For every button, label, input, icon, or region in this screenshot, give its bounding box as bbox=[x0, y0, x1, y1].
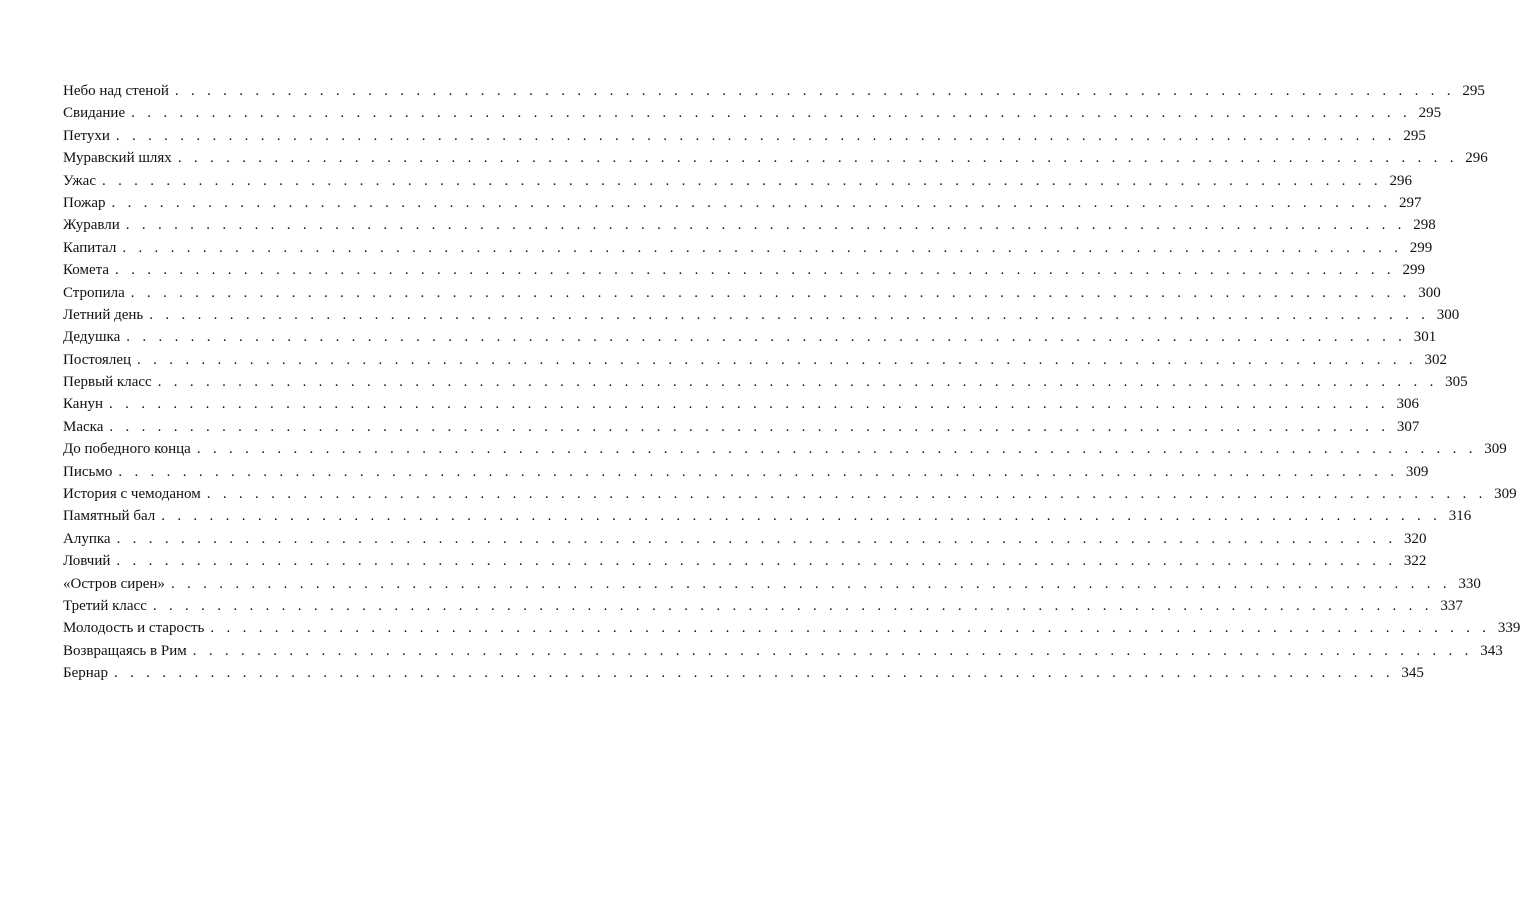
dot-leader: . . . . . . . . . . . . . . . . . . . . . . . . . . . . . . . . . . . . . . . . . . . . . . . . . . . . . . . . . . . . . . . . . . . . . . . . . . . . . . . . bbox=[111, 194, 1392, 211]
toc-entry-page-number: 302 bbox=[1424, 351, 1447, 368]
dot-leader: . . . . . . . . . . . . . . . . . . . . . . . . . . . . . . . . . . . . . . . . . . . . . . . . . . . . . . . . . . . . . . . . . . . . . . . . . . . . . . . . bbox=[161, 508, 1442, 525]
toc-entry bbox=[63, 127, 1426, 150]
dot-leader: . . . . . . . . . . . . . . . . . . . . . . . . . . . . . . . . . . . . . . . . . . . . . . . . . . . . . . . . . . . . . . . . . . . . . . . . . . . . . . . . bbox=[125, 217, 1406, 234]
dot-leader: . . . . . . . . . . . . . . . . . . . . . . . . . . . . . . . . . . . . . . . . . . . . . . . . . . . . . . . . . . . . . . . . . . . . . . . . . . . . . . . . bbox=[157, 374, 1438, 391]
toc-entry-page-number: 295 bbox=[1418, 105, 1442, 122]
toc-entry-title: Комета bbox=[63, 262, 110, 279]
toc-entry-title: Молодость и старость bbox=[63, 620, 205, 637]
dot-leader: . . . . . . . . . . . . . . . . . . . . . . . . . . . . . . . . . . . . . . . . . . . . . . . . . . . . . . . . . . . . . . . . . . . . . . . . . . . . . . . . bbox=[206, 486, 1487, 503]
toc-entry-page-number: 301 bbox=[1413, 329, 1437, 346]
toc-entry-page-number: 295 bbox=[1462, 83, 1485, 99]
toc-entry-title: Третий класс bbox=[63, 597, 147, 614]
toc-entry bbox=[63, 351, 1447, 374]
toc-entry-title: Памятный бал bbox=[63, 508, 156, 525]
toc-entry bbox=[63, 530, 1427, 553]
toc-entry-title: Свидание bbox=[63, 105, 126, 122]
toc-entry-title: Первый класс bbox=[63, 374, 152, 391]
toc-entry bbox=[63, 284, 1441, 307]
toc-entry-title: Ужас bbox=[63, 172, 96, 189]
toc-entry-title: Небо над стеной bbox=[63, 83, 169, 99]
dot-leader: . . . . . . . . . . . . . . . . . . . . . . . . . . . . . . . . . . . . . . . . . . . . . . . . . . . . . . . . . . . . . . . . . . . . . . . . . . . . . . . . bbox=[118, 463, 1399, 480]
toc-entry-page-number: 309 bbox=[1484, 441, 1507, 458]
toc-entry-page-number: 309 bbox=[1494, 486, 1517, 503]
dot-leader: . . . . . . . . . . . . . . . . . . . . . . . . . . . . . . . . . . . . . . . . . . . . . . . . . . . . . . . . . . . . . . . . . . . . . . . . . . . . . . . . bbox=[115, 262, 1395, 279]
toc-entry bbox=[63, 486, 1517, 508]
dot-leader: . . . . . . . . . . . . . . . . . . . . . . . . . . . . . . . . . . . . . . . . . . . . . . . . . . . . . . . . . . . . . . . . . . . . . . . . . . . . . . . . bbox=[131, 105, 1412, 122]
dot-leader: . . . . . . . . . . . . . . . . . . . . . . . . . . . . . . . . . . . . . . . . . . . . . . . . . . . . . . . . . . . . . . . . . . . . . . . . . . . . . . . . bbox=[177, 150, 1458, 167]
dot-leader: . . . . . . . . . . . . . . . . . . . . . . . . . . . . . . . . . . . . . . . . . . . . . . . . . . . . . . . . . . . . . . . . . . . . . . . . . . . . . . . . bbox=[115, 127, 1396, 144]
toc-entry-page-number: 300 bbox=[1436, 306, 1460, 323]
toc-entry-page-number: 296 bbox=[1389, 172, 1412, 189]
toc-entry bbox=[63, 217, 1436, 239]
toc-entry bbox=[63, 642, 1503, 665]
toc-entry-page-number: 343 bbox=[1480, 642, 1503, 659]
toc-entry-title: История с чемоданом bbox=[63, 486, 201, 503]
toc-entry-page-number: 299 bbox=[1409, 239, 1433, 256]
toc-entry bbox=[63, 172, 1412, 195]
toc-entry-title: До победного конца bbox=[63, 441, 191, 458]
dot-leader: . . . . . . . . . . . . . . . . . . . . . . . . . . . . . . . . . . . . . . . . . . . . . . . . . . . . . . . . . . . . . . . . . . . . . . . . . . . . . . . . bbox=[126, 329, 1407, 346]
toc-entry bbox=[63, 665, 1424, 687]
dot-leader: . . . . . . . . . . . . . . . . . . . . . . . . . . . . . . . . . . . . . . . . . . . . . . . . . . . . . . . . . . . . . . . . . . . . . . . . . . . . . . . . bbox=[170, 575, 1451, 592]
toc-entry-title: Канун bbox=[63, 396, 104, 413]
toc-entry-title: Журавли bbox=[63, 217, 120, 234]
toc-entry-title: Петухи bbox=[63, 127, 110, 144]
toc-entry-page-number: 345 bbox=[1401, 665, 1424, 682]
toc-entry-page-number: 305 bbox=[1445, 374, 1468, 391]
toc-entry-page-number: 299 bbox=[1402, 262, 1425, 279]
toc-entry-page-number: 306 bbox=[1396, 396, 1419, 413]
toc-entry-title: Бернар bbox=[63, 665, 108, 682]
toc-entry-page-number: 309 bbox=[1405, 463, 1429, 480]
toc-entry-title: Ловчий bbox=[63, 553, 111, 570]
toc-entry-title: Маска bbox=[63, 418, 104, 435]
dot-leader: . . . . . . . . . . . . . . . . . . . . . . . . . . . . . . . . . . . . . . . . . . . . . . . . . . . . . . . . . . . . . . . . . . . . . . . . . . . . . . . . bbox=[210, 620, 1491, 637]
toc-entry bbox=[63, 463, 1429, 486]
dot-leader: . . . . . . . . . . . . . . . . . . . . . . . . . . . . . . . . . . . . . . . . . . . . . . . . . . . . . . . . . . . . . . . . . . . . . . . . . . . . . . . . bbox=[152, 597, 1433, 614]
toc-entry-page-number: 337 bbox=[1440, 597, 1463, 614]
toc-entry bbox=[63, 262, 1425, 284]
toc-entry bbox=[63, 597, 1463, 620]
table-of-contents bbox=[63, 83, 1520, 688]
toc-entry-page-number: 297 bbox=[1398, 194, 1422, 211]
toc-entry bbox=[63, 508, 1472, 530]
toc-entry-title: Муравский шлях bbox=[63, 150, 172, 167]
dot-leader: . . . . . . . . . . . . . . . . . . . . . . . . . . . . . . . . . . . . . . . . . . . . . . . . . . . . . . . . . . . . . . . . . . . . . . . . . . . . . . . . bbox=[192, 642, 1473, 659]
toc-entry bbox=[63, 150, 1488, 172]
toc-entry bbox=[63, 620, 1520, 642]
dot-leader: . . . . . . . . . . . . . . . . . . . . . . . . . . . . . . . . . . . . . . . . . . . . . . . . . . . . . . . . . . . . . . . . . . . . . . . . . . . . . . . . bbox=[109, 418, 1390, 435]
dot-leader: . . . . . . . . . . . . . . . . . . . . . . . . . . . . . . . . . . . . . . . . . . . . . . . . . . . . . . . . . . . . . . . . . . . . . . . . . . . . . . . . bbox=[174, 83, 1455, 99]
toc-entry bbox=[63, 418, 1420, 441]
toc-entry-title: Дедушка bbox=[63, 329, 121, 346]
toc-entry-page-number: 295 bbox=[1403, 127, 1426, 144]
dot-leader: . . . . . . . . . . . . . . . . . . . . . . . . . . . . . . . . . . . . . . . . . . . . . . . . . . . . . . . . . . . . . . . . . . . . . . . . . . . . . . . . bbox=[116, 530, 1397, 547]
toc-entry bbox=[63, 374, 1468, 396]
toc-entry bbox=[63, 441, 1507, 463]
toc-entry bbox=[63, 329, 1437, 351]
toc-entry-page-number: 339 bbox=[1497, 620, 1520, 637]
toc-entry-page-number: 330 bbox=[1458, 575, 1481, 592]
toc-entry-page-number: 300 bbox=[1418, 284, 1441, 301]
toc-entry-title: «Остров сирен» bbox=[63, 575, 165, 592]
dot-leader: . . . . . . . . . . . . . . . . . . . . . . . . . . . . . . . . . . . . . . . . . . . . . . . . . . . . . . . . . . . . . . . . . . . . . . . . . . . . . . . . bbox=[101, 172, 1382, 189]
toc-entry-title: Стропила bbox=[63, 284, 125, 301]
toc-entry bbox=[63, 575, 1481, 598]
toc-entry bbox=[63, 553, 1427, 575]
toc-entry-title: Письмо bbox=[63, 463, 113, 480]
dot-leader: . . . . . . . . . . . . . . . . . . . . . . . . . . . . . . . . . . . . . . . . . . . . . . . . . . . . . . . . . . . . . . . . . . . . . . . . . . . . . . . . bbox=[137, 351, 1417, 368]
toc-entry-title: Возвращаясь в Рим bbox=[63, 642, 187, 659]
toc-entry-page-number: 307 bbox=[1396, 418, 1420, 435]
toc-entry-page-number: 316 bbox=[1448, 508, 1472, 525]
toc-entry-page-number: 322 bbox=[1403, 553, 1427, 570]
toc-entry-title: Алупка bbox=[63, 530, 111, 547]
dot-leader: . . . . . . . . . . . . . . . . . . . . . . . . . . . . . . . . . . . . . . . . . . . . . . . . . . . . . . . . . . . . . . . . . . . . . . . . . . . . . . . . bbox=[149, 306, 1430, 323]
dot-leader: . . . . . . . . . . . . . . . . . . . . . . . . . . . . . . . . . . . . . . . . . . . . . . . . . . . . . . . . . . . . . . . . . . . . . . . . . . . . . . . . bbox=[122, 239, 1403, 256]
dot-leader: . . . . . . . . . . . . . . . . . . . . . . . . . . . . . . . . . . . . . . . . . . . . . . . . . . . . . . . . . . . . . . . . . . . . . . . . . . . . . . . . bbox=[196, 441, 1477, 458]
toc-entry bbox=[63, 83, 1485, 105]
dot-leader: . . . . . . . . . . . . . . . . . . . . . . . . . . . . . . . . . . . . . . . . . . . . . . . . . . . . . . . . . . . . . . . . . . . . . . . . . . . . . . . . bbox=[113, 665, 1394, 682]
toc-entry-title: Летний день bbox=[63, 306, 144, 323]
dot-leader: . . . . . . . . . . . . . . . . . . . . . . . . . . . . . . . . . . . . . . . . . . . . . . . . . . . . . . . . . . . . . . . . . . . . . . . . . . . . . . . . bbox=[130, 284, 1411, 301]
toc-entry-title: Пожар bbox=[63, 194, 106, 211]
toc-entry bbox=[63, 194, 1422, 217]
toc-entry bbox=[63, 306, 1460, 329]
toc-entry bbox=[63, 105, 1442, 127]
toc-entry-page-number: 298 bbox=[1413, 217, 1436, 234]
toc-entry-page-number: 320 bbox=[1404, 530, 1427, 547]
toc-entry-title: Постоялец bbox=[63, 351, 132, 368]
toc-entry bbox=[63, 396, 1419, 418]
toc-entry-page-number: 296 bbox=[1465, 150, 1488, 167]
toc-entry-title: Капитал bbox=[63, 239, 117, 256]
dot-leader: . . . . . . . . . . . . . . . . . . . . . . . . . . . . . . . . . . . . . . . . . . . . . . . . . . . . . . . . . . . . . . . . . . . . . . . . . . . . . . . . bbox=[116, 553, 1397, 570]
toc-entry bbox=[63, 239, 1433, 262]
dot-leader: . . . . . . . . . . . . . . . . . . . . . . . . . . . . . . . . . . . . . . . . . . . . . . . . . . . . . . . . . . . . . . . . . . . . . . . . . . . . . . . . bbox=[109, 396, 1389, 413]
